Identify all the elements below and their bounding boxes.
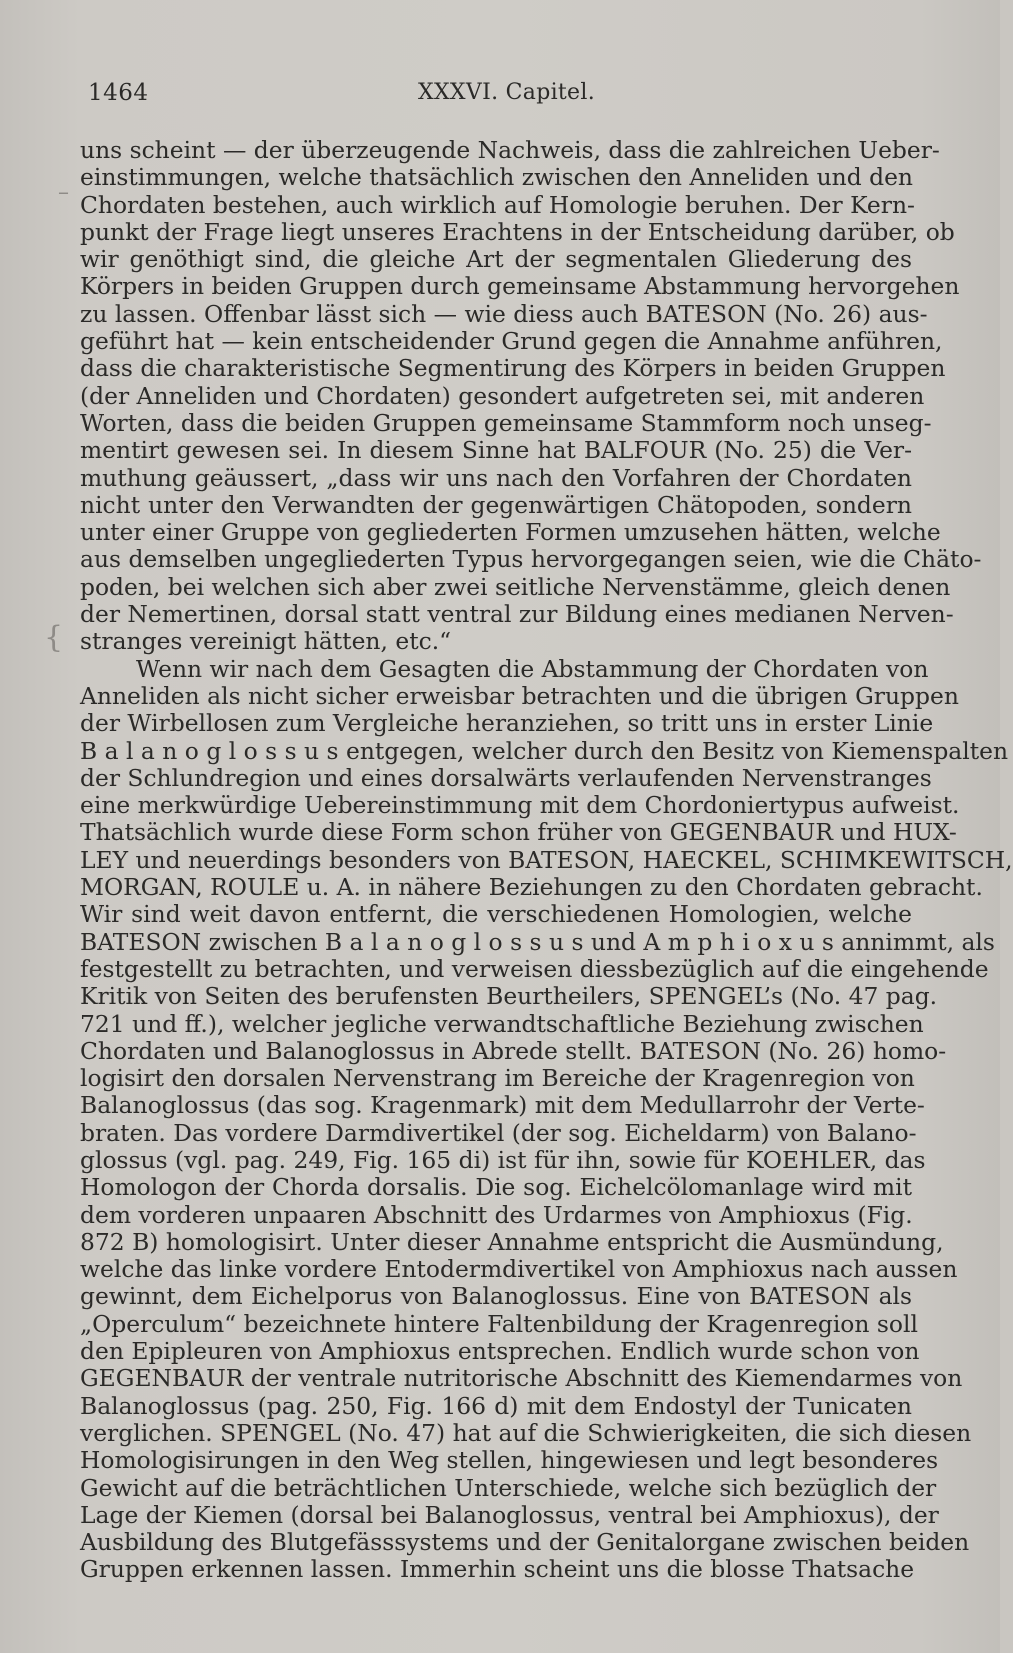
text-line: „Operculum“ bezeichnete hintere Faltenbildung der Kragenregion soll xyxy=(80,1309,918,1338)
page-number: 1464 xyxy=(88,80,149,106)
text-line: aus demselben ungegliederten Typus hervorgegangen seien, wie die Chäto- xyxy=(80,545,982,574)
text-line: MORGAN, ROULE u. A. in nähere Beziehungen zu den Chordaten gebracht. xyxy=(80,873,983,902)
text-line: der Nemertinen, dorsal statt ventral zur Bildung eines medianen Nerven- xyxy=(80,600,954,629)
text-line: GEGENBAUR der ventrale nutritorische Abschnitt des Kiemendarmes von xyxy=(80,1364,963,1393)
text-line: braten. Das vordere Darmdivertikel (der sog. Eicheldarm) von Balano- xyxy=(80,1118,917,1147)
text-line: wir genöthigt sind, die gleiche Art der segmentalen Gliederung des xyxy=(80,245,912,274)
text-line: Gruppen erkennen lassen. Immerhin scheint uns die blosse Thatsache xyxy=(80,1555,915,1584)
text-line: gewinnt, dem Eichelporus von Balanoglossus. Eine von BATESON als xyxy=(80,1282,912,1311)
text-line: mentirt gewesen sei. In diesem Sinne hat BALFOUR (No. 25) die Ver- xyxy=(80,436,912,465)
text-line: Körpers in beiden Gruppen durch gemeinsame Abstammung hervorgehen xyxy=(80,272,960,301)
text-line: einstimmungen, welche thatsächlich zwischen den Anneliden und den xyxy=(80,163,913,192)
text-line: muthung geäussert, „dass wir uns nach den Vorfahren der Chordaten xyxy=(80,463,912,492)
text-line: der Wirbellosen zum Vergleiche heranziehen, so tritt uns in erster Linie xyxy=(80,709,934,738)
text-line: zu lassen. Offenbar lässt sich — wie diess auch BATESON (No. 26) aus- xyxy=(80,299,928,328)
text-line: Homologisirungen in den Weg stellen, hingewiesen und legt besonderes xyxy=(80,1446,939,1475)
text-line: eine merkwürdige Uebereinstimmung mit dem Chordoniertypus aufweist. xyxy=(80,791,960,820)
text-line: Chordaten und Balanoglossus in Abrede stellt. BATESON (No. 26) homo- xyxy=(80,1036,947,1065)
text-line: geführt hat — kein entscheidender Grund gegen die Annahme anführen, xyxy=(80,327,943,356)
text-line: B a l a n o g l o s s u s entgegen, welcher durch den Besitz von Kiemenspalten xyxy=(80,736,1009,765)
margin-dash-mark: – xyxy=(58,180,69,205)
text-line: 872 B) homologisirt. Unter dieser Annahme entspricht die Ausmündung, xyxy=(80,1227,944,1256)
text-line: dass die charakteristische Segmentirung des Körpers in beiden Gruppen xyxy=(80,354,946,383)
text-line: Wenn wir nach dem Gesagten die Abstammung der Chordaten von xyxy=(136,654,929,683)
text-line: Gewicht auf die beträchtlichen Unterschiede, welche sich bezüglich der xyxy=(80,1473,937,1502)
text-line: 721 und ff.), welcher jegliche verwandtschaftliche Beziehung zwischen xyxy=(80,1009,924,1038)
text-line: nicht unter den Verwandten der gegenwärtigen Chätopoden, sondern xyxy=(80,490,912,519)
text-line: LEY und neuerdings besonders von BATESON, HAECKEL, SCHIMKEWITSCH, xyxy=(80,845,1013,874)
page-header xyxy=(88,80,918,110)
body-text xyxy=(80,136,1013,1584)
text-line: unter einer Gruppe von gegliederten Formen umzusehen hätten, welche xyxy=(80,518,941,547)
margin-bracket-mark: { xyxy=(44,620,64,655)
text-line: Chordaten bestehen, auch wirklich auf Homologie beruhen. Der Kern- xyxy=(80,190,915,219)
text-line: Kritik von Seiten des berufensten Beurtheilers, SPENGEL’s (No. 47 pag. xyxy=(80,982,938,1011)
text-line: uns scheint — der überzeugende Nachweis, dass die zahlreichen Ueber- xyxy=(80,136,940,164)
text-line: der Schlundregion und eines dorsalwärts verlaufenden Nervenstranges xyxy=(80,763,932,792)
text-line: Homologon der Chorda dorsalis. Die sog. Eichelcölomanlage wird mit xyxy=(80,1173,912,1202)
text-line: Thatsächlich wurde diese Form schon früher von GEGENBAUR und HUX- xyxy=(80,818,957,847)
text-line: dem vorderen unpaaren Abschnitt des Urdarmes von Amphioxus (Fig. xyxy=(80,1200,913,1229)
text-line: den Epipleuren von Amphioxus entsprechen. Endlich wurde schon von xyxy=(80,1337,920,1366)
text-line: welche das linke vordere Entodermdivertikel von Amphioxus nach aussen xyxy=(80,1255,958,1284)
text-line: festgestellt zu betrachten, und verweisen diessbezüglich auf die eingehende xyxy=(80,954,989,983)
text-line: Wir sind weit davon entfernt, die verschiedenen Homologien, welche xyxy=(80,900,912,929)
text-line: verglichen. SPENGEL (No. 47) hat auf die Schwierigkeiten, die sich diesen xyxy=(80,1418,972,1447)
running-head: XXXVI. Capitel. xyxy=(418,80,596,105)
text-line: Balanoglossus (das sog. Kragenmark) mit dem Medullarrohr der Verte- xyxy=(80,1091,925,1120)
text-line: Ausbildung des Blutgefässsystems und der Genitalorgane zwischen beiden xyxy=(80,1528,970,1557)
text-line: Balanoglossus (pag. 250, Fig. 166 d) mit dem Endostyl der Tunicaten xyxy=(80,1391,912,1420)
text-line: Worten, dass die beiden Gruppen gemeinsame Stammform noch unseg- xyxy=(80,408,932,437)
text-line: glossus (vgl. pag. 249, Fig. 165 di) ist für ihn, sowie für KOEHLER, das xyxy=(80,1145,926,1174)
text-line: logisirt den dorsalen Nervenstrang im Bereiche der Kragenregion von xyxy=(80,1064,915,1093)
text-line: punkt der Frage liegt unseres Erachtens in der Entscheidung darüber, ob xyxy=(80,217,955,246)
text-line: stranges vereinigt hätten, etc.“ xyxy=(80,627,452,656)
text-line: BATESON zwischen B a l a n o g l o s s u s und A m p h i o x u s annimmt, als xyxy=(80,927,995,956)
text-line: Lage der Kiemen (dorsal bei Balanoglossus, ventral bei Amphioxus), der xyxy=(80,1500,939,1529)
text-line: (der Anneliden und Chordaten) gesondert aufgetreten sei, mit anderen xyxy=(80,381,925,410)
text-line: poden, bei welchen sich aber zwei seitliche Nervenstämme, gleich denen xyxy=(80,572,951,601)
text-line: Anneliden als nicht sicher erweisbar betrachten und die übrigen Gruppen xyxy=(80,681,959,710)
